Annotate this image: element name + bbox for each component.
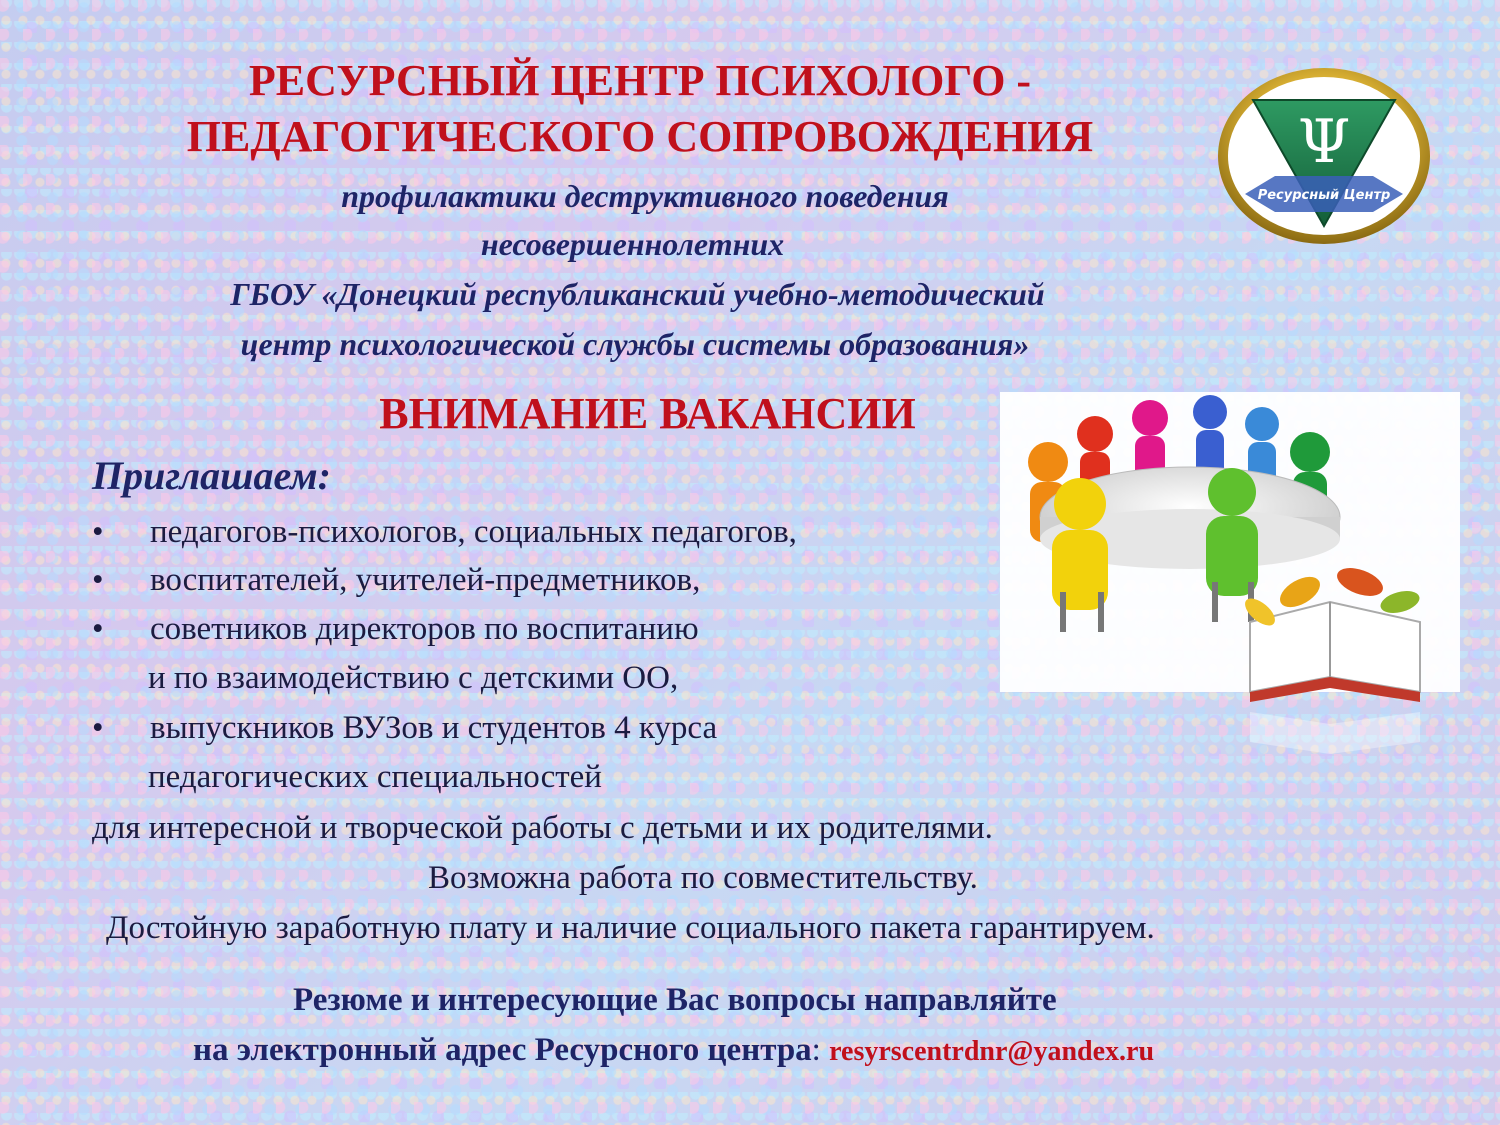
bullet-marker: • bbox=[92, 562, 104, 598]
organization-line1: ГБОУ «Донецкий республиканский учебно-методический bbox=[230, 276, 1045, 312]
bullet-marker: • bbox=[92, 611, 104, 647]
bullet-marker: • bbox=[92, 710, 104, 746]
page-title-line1: РЕСУРСНЫЙ ЦЕНТР ПСИХОЛОГО - bbox=[248, 56, 1032, 105]
list-item: советников директоров по воспитанию bbox=[150, 611, 699, 647]
logo-symbol: Ψ bbox=[1297, 107, 1351, 177]
email-colon: : bbox=[811, 1032, 821, 1068]
list-item: педагогов-психологов, социальных педагогов, bbox=[150, 514, 797, 550]
organization-line2: центр психологической службы системы образования» bbox=[240, 326, 1030, 362]
list-item: воспитателей, учителей-предметников, bbox=[150, 562, 701, 598]
email-link[interactable]: resyrscentrdnr@yandex.ru bbox=[829, 1036, 1155, 1067]
invite-heading: Приглашаем: bbox=[92, 453, 331, 498]
round-table-illustration bbox=[1000, 392, 1460, 772]
resume-instruction: Резюме и интересующие Вас вопросы направляйте bbox=[293, 982, 1057, 1018]
salary-text: Достойную заработную плату и наличие социального пакета гарантируем. bbox=[106, 910, 1155, 946]
page-title-line2: ПЕДАГОГИЧЕСКОГО СОПРОВОЖДЕНИЯ bbox=[186, 112, 1094, 161]
list-item: выпускников ВУЗов и студентов 4 курса bbox=[150, 710, 718, 746]
list-item-continuation: педагогических специальностей bbox=[148, 759, 602, 795]
subtitle-line1: профилактики деструктивного поведения bbox=[341, 178, 949, 214]
logo-text: Ресурсный Центр bbox=[1257, 188, 1391, 203]
list-item-continuation: и по взаимодействию с детскими ОО, bbox=[148, 660, 679, 696]
email-instruction bbox=[193, 1028, 1154, 1074]
people-round-table-icon bbox=[1000, 392, 1460, 772]
resource-center-logo bbox=[1215, 66, 1433, 246]
email-instruction-text: на электронный адрес Ресурсного центра bbox=[193, 1032, 812, 1068]
bullet-marker: • bbox=[92, 514, 104, 550]
purpose-text: для интересной и творческой работы с детьми и их родителями. bbox=[92, 810, 993, 846]
part-time-text: Возможна работа по совместительству. bbox=[428, 860, 978, 896]
psi-triangle-logo-icon bbox=[1215, 66, 1433, 246]
vacancy-heading: ВНИМАНИЕ ВАКАНСИИ bbox=[379, 389, 916, 438]
subtitle-line2: несовершеннолетних bbox=[480, 226, 785, 262]
